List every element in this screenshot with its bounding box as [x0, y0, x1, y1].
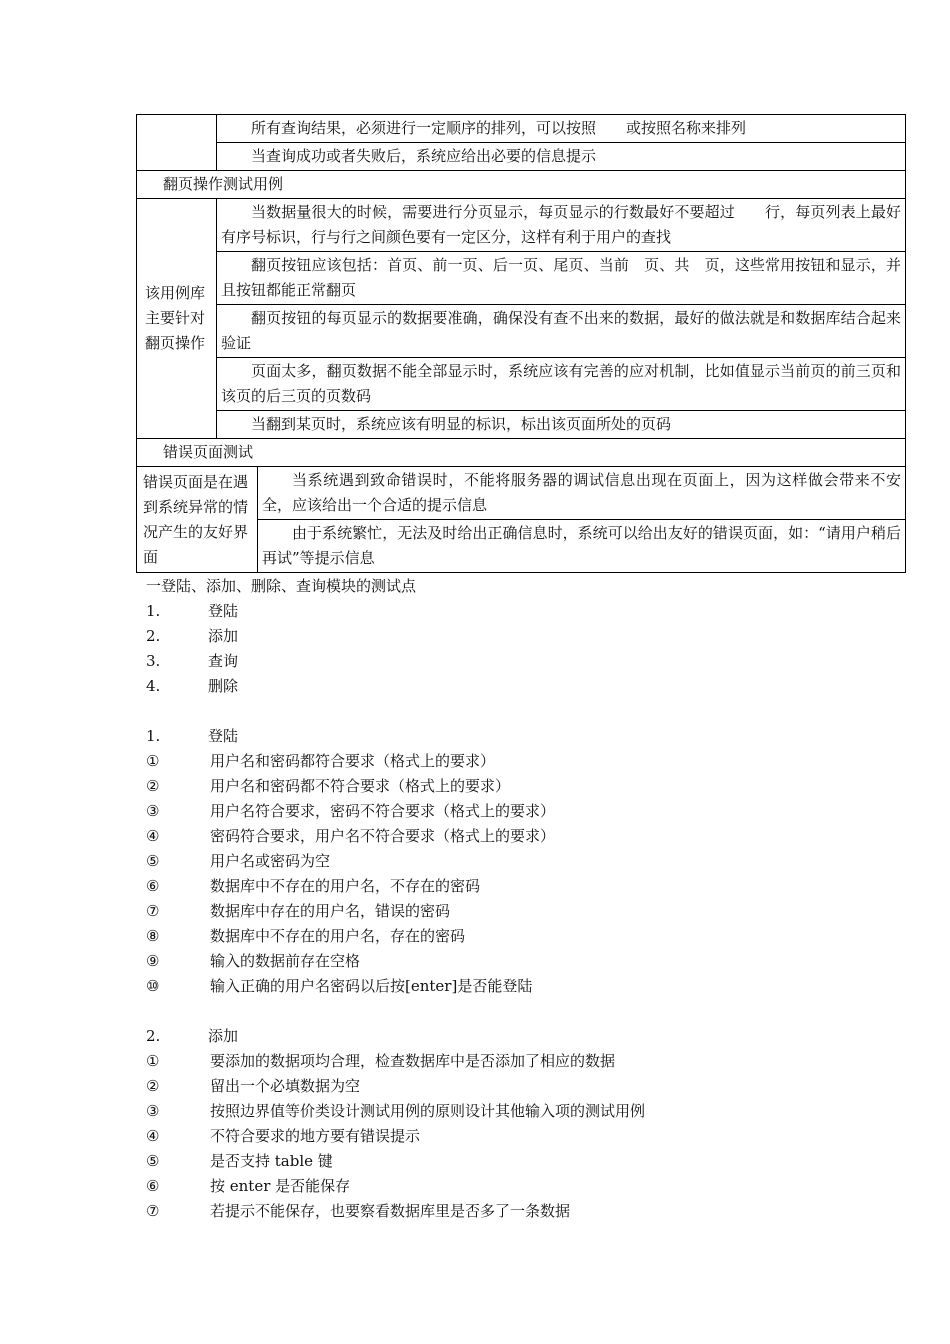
- table-row: [137, 143, 906, 171]
- list-text: 不符合要求的地方要有错误提示: [210, 1127, 421, 1145]
- list-item: [146, 624, 846, 649]
- list-item: [146, 749, 846, 774]
- list-text: 删除: [208, 677, 239, 695]
- outline-title: 一登陆、添加、删除、查询模块的测试点: [146, 577, 417, 595]
- table-cell: 页面太多，翻页数据不能全部显示时，系统应该有完善的应对机制，比如值显示当前页的前三页和该页的后三页的页数码: [217, 358, 906, 411]
- table-cell: 翻页按钮的每页显示的数据要准确，确保没有查不出来的数据，最好的做法就是和数据库结合起来验证: [217, 305, 906, 358]
- table-cell: 当翻到某页时，系统应该有明显的标识，标出该页面所处的页码: [217, 411, 906, 439]
- list-item: [146, 849, 846, 874]
- list-number: ①: [146, 752, 160, 770]
- list-number: 2.: [146, 1027, 161, 1045]
- list-text: 添加: [208, 1027, 239, 1045]
- list-text: 用户名和密码都不符合要求（格式上的要求）: [210, 777, 511, 795]
- list-number: ②: [146, 1077, 160, 1095]
- list-number: ⑤: [146, 852, 160, 870]
- list-number: ④: [146, 827, 160, 845]
- list-item: [146, 1049, 846, 1074]
- list-item: [146, 899, 846, 924]
- list-text: 登陆: [208, 727, 239, 745]
- table-cell: 当数据量很大的时候，需要进行分页显示，每页显示的行数最好不要超过 行，每页列表上最好有序号标识，行与行之间颜色要有一定区分，这样有利于用户的查找: [217, 199, 906, 252]
- list-number: ⑦: [146, 1202, 160, 1220]
- list-item: [146, 874, 846, 899]
- list-text: 要添加的数据项均合理，检查数据库中是否添加了相应的数据: [210, 1052, 616, 1070]
- spacer: [146, 699, 846, 724]
- list-number: ⑥: [146, 1177, 160, 1195]
- list-number: ⑩: [146, 977, 160, 995]
- table-cell: 翻页按钮应该包括：首页、前一页、后一页、尾页、当前 页、共 页，这些常用按钮和显示，并且按钮都能正常翻页: [217, 252, 906, 305]
- list-number: ⑥: [146, 877, 160, 895]
- list-number: 1.: [146, 727, 161, 745]
- list-number: 4.: [146, 677, 161, 695]
- list-item: [146, 1124, 846, 1149]
- list-item: [146, 1174, 846, 1199]
- list-number: 1.: [146, 602, 161, 620]
- table-row: [137, 252, 906, 305]
- list-item: [146, 974, 846, 999]
- list-item: [146, 1074, 846, 1099]
- section-label-paging: 该用例库主要针对翻页操作: [137, 199, 217, 439]
- list-text: 数据库中存在的用户名，错误的密码: [210, 902, 451, 920]
- list-number: 2.: [146, 627, 161, 645]
- list-text: 留出一个必填数据为空: [210, 1077, 361, 1095]
- list-text: 查询: [208, 652, 239, 670]
- test-case-table: [136, 114, 906, 573]
- test-points-outline: [146, 574, 846, 1224]
- list-number: ①: [146, 1052, 160, 1070]
- section-header-row: [137, 171, 906, 199]
- section-title-error: 错误页面测试: [137, 439, 906, 467]
- list-item: [146, 799, 846, 824]
- list-item: [146, 774, 846, 799]
- table-cell: 当查询成功或者失败后，系统应给出必要的信息提示: [217, 143, 906, 171]
- list-text: 数据库中不存在的用户名，不存在的密码: [210, 877, 481, 895]
- list-item: [146, 924, 846, 949]
- list-number: 3.: [146, 652, 161, 670]
- list-text: 用户名和密码都符合要求（格式上的要求）: [210, 752, 496, 770]
- list-item: [146, 824, 846, 849]
- list-text: 用户名符合要求，密码不符合要求（格式上的要求）: [210, 802, 556, 820]
- list-text: 密码符合要求，用户名不符合要求（格式上的要求）: [210, 827, 556, 845]
- list-number: ③: [146, 802, 160, 820]
- list-item: [146, 949, 846, 974]
- table-cell-empty: [137, 115, 217, 171]
- table-cell: 由于系统繁忙，无法及时给出正确信息时，系统可以给出友好的错误页面，如：“请用户稍后再试”等提示信息: [258, 520, 906, 573]
- list-text: 输入的数据前存在空格: [210, 952, 361, 970]
- list-text: 输入正确的用户名密码以后按[enter]是否能登陆: [210, 977, 533, 995]
- table-row: [137, 358, 906, 411]
- list-item: [146, 649, 846, 674]
- table-row: [137, 199, 906, 252]
- section-header-row: [137, 439, 906, 467]
- list-text: 用户名或密码为空: [210, 852, 331, 870]
- section-title-paging: 翻页操作测试用例: [137, 171, 906, 199]
- list-number: ②: [146, 777, 160, 795]
- list-number: ⑤: [146, 1152, 160, 1170]
- spacer: [146, 999, 846, 1024]
- list-text: 是否支持 table 键: [210, 1152, 333, 1170]
- list-item: [146, 1099, 846, 1124]
- login-heading: [146, 724, 846, 749]
- table-row: [137, 305, 906, 358]
- table-row: [137, 467, 906, 520]
- list-text: 按 enter 是否能保存: [210, 1177, 351, 1195]
- table-row: [137, 411, 906, 439]
- list-text: 数据库中不存在的用户名，存在的密码: [210, 927, 466, 945]
- list-text: 添加: [208, 627, 239, 645]
- list-number: ④: [146, 1127, 160, 1145]
- list-item: [146, 599, 846, 624]
- section-label-error: 错误页面是在遇到系统异常的情况产生的友好界面: [137, 467, 258, 573]
- list-item: [146, 674, 846, 699]
- list-number: ⑦: [146, 902, 160, 920]
- list-text: 登陆: [208, 602, 239, 620]
- list-text: 若提示不能保存，也要察看数据库里是否多了一条数据: [210, 1202, 571, 1220]
- add-heading: [146, 1024, 846, 1049]
- list-number: ③: [146, 1102, 160, 1120]
- table-cell: 当系统遇到致命错误时，不能将服务器的调试信息出现在页面上，因为这样做会带来不安全，应该给出一个合适的提示信息: [258, 467, 906, 520]
- list-item: [146, 1199, 846, 1224]
- list-number: ⑧: [146, 927, 160, 945]
- list-item: [146, 1149, 846, 1174]
- table-cell: 所有查询结果，必须进行一定顺序的排列，可以按照 或按照名称来排列: [217, 115, 906, 143]
- list-text: 按照边界值等价类设计测试用例的原则设计其他输入项的测试用例: [210, 1102, 646, 1120]
- table-row: [137, 115, 906, 143]
- list-number: ⑨: [146, 952, 160, 970]
